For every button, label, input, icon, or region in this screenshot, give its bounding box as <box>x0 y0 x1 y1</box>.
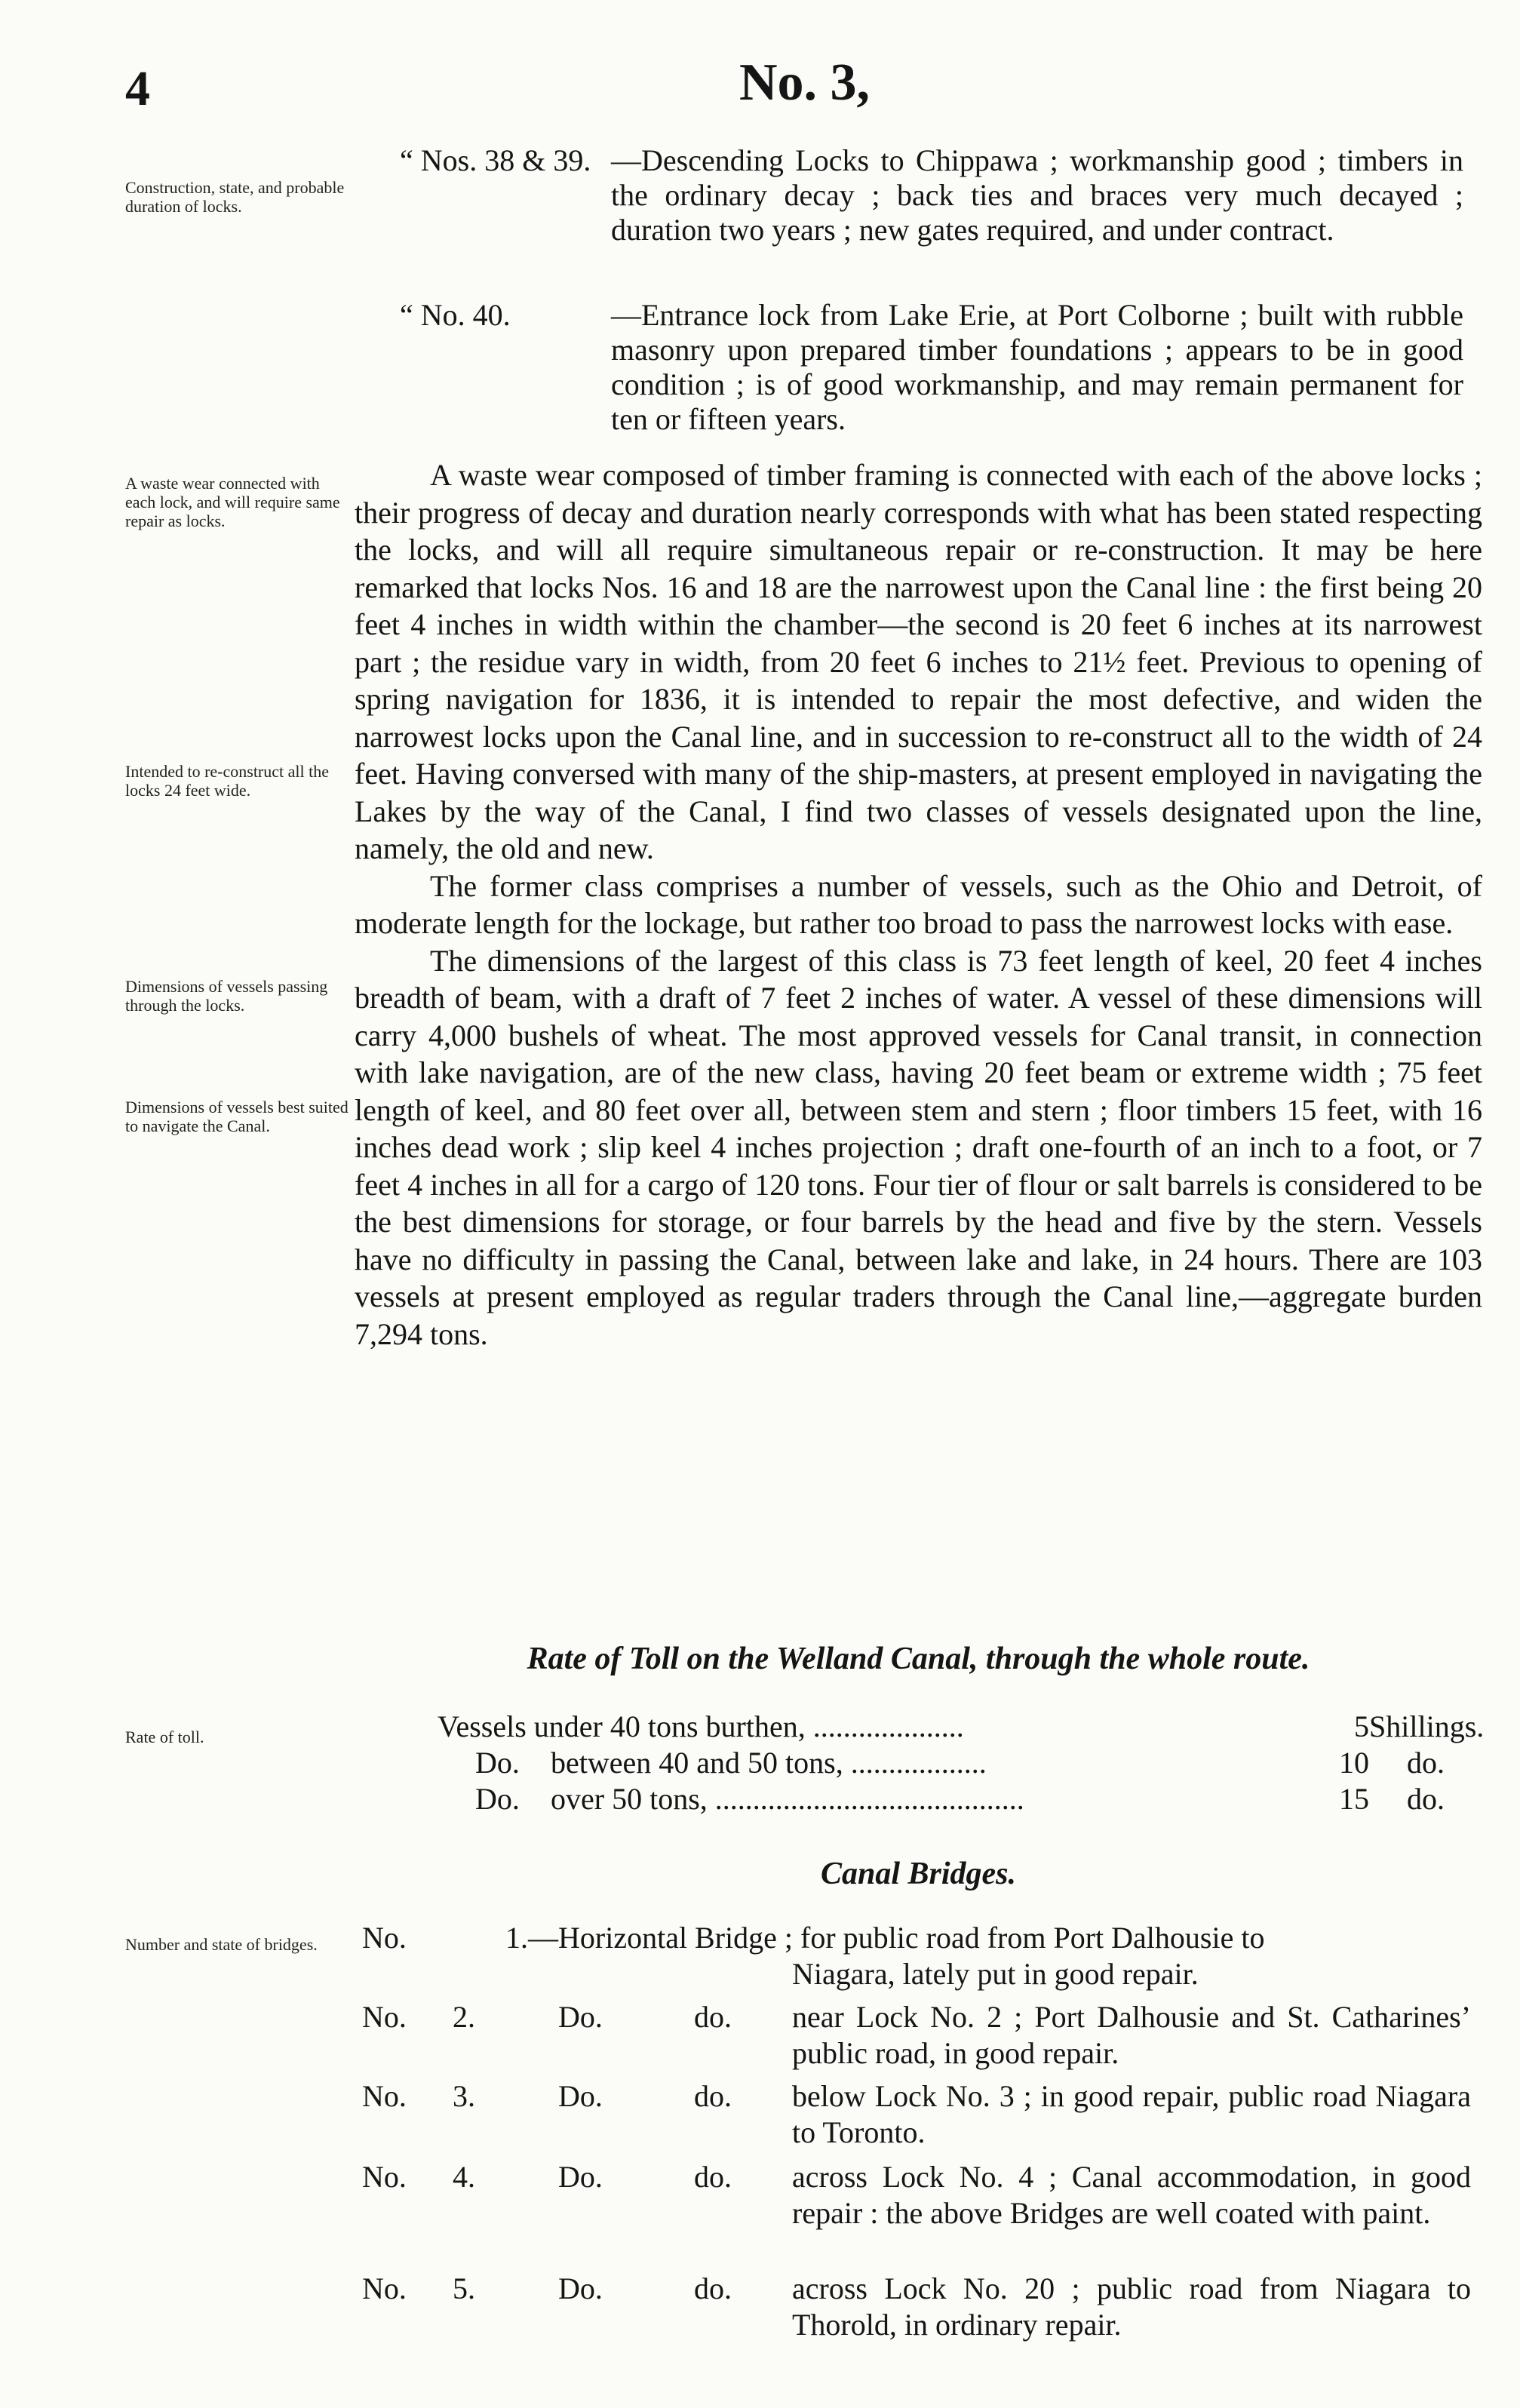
margin-note-locks: Construction, state, and probable duration of locks. <box>125 178 345 216</box>
bridge-row-1 <box>355 1920 1482 1995</box>
margin-note-bridges: Number and state of bridges. <box>125 1935 318 1954</box>
toll-amount: 15 <box>1339 1782 1369 1816</box>
margin-note-dimensions-best: Dimensions of vessels best suited to navigate the Canal. <box>125 1098 349 1135</box>
bridge-ditto: Do. <box>558 2000 603 2034</box>
toll-range: over 50 tons, ......................................... <box>551 1782 1024 1816</box>
toll-leader: .................... <box>812 1709 964 1743</box>
bridge-text: 1.—Horizontal Bridge ; for public road from Port Dalhousie to <box>505 1921 1265 1955</box>
toll-row <box>355 1745 1482 1781</box>
page-header <box>0 0 1520 151</box>
bridge-ditto: do. <box>694 2000 732 2034</box>
margin-note-waste-wear: A waste wear connected with each lock, and will require same repair as locks. <box>125 474 340 530</box>
lock-entry-lead: “ No. 40. <box>400 298 511 332</box>
toll-unit: Shillings. <box>1369 1709 1485 1743</box>
toll-row <box>355 1781 1482 1817</box>
bridge-no-label: No. <box>362 2271 407 2305</box>
bridge-no-label: No. <box>362 1921 407 1955</box>
bridge-number: 3. <box>453 2079 475 2113</box>
bridge-number: 2. <box>453 2000 475 2034</box>
document-number: No. 3, <box>739 54 871 112</box>
margin-note-reconstruct: Intended to re-construct all the locks 24 feet wide. <box>125 762 330 800</box>
bridge-no-label: No. <box>362 2160 407 2194</box>
toll-unit: do. <box>1407 1782 1445 1816</box>
lock-entry-40 <box>355 298 1482 449</box>
toll-class: Do. <box>475 1746 520 1780</box>
lock-entry-38-39 <box>355 143 1482 294</box>
toll-row <box>355 1709 1485 1745</box>
bridge-text-continued: Niagara, lately put in good repair. <box>792 1957 1199 1991</box>
bridge-text: across Lock No. 20 ; public road from Niagara to Thorold, in ordinary repair. <box>792 2271 1471 2342</box>
toll-amount: 5 <box>1354 1709 1369 1743</box>
paragraph-waste-wear: A waste wear composed of timber framing is connected with each of the above locks ; their progress of decay and duration nearly corresponds with what has been stated respecting the locks, and will all require simultaneous repair or re-construction. It may be here remarked that locks Nos. 16 and 18 are the narrowest upon the Canal line : the first being 20 feet 4 inches in width within the chamber—the second is 20 feet 6 inches at its narrowest part ; the residue vary in width, from 20 feet 6 inches to 21½ feet. Previous to opening of spring navigation for 1836, it is intended to repair the most defective, and widen the narrowest locks upon the Canal line, and in succession to re-construct all to the width of 24 feet. Having conversed with many of the ship-masters, at present employed in navigating the Lakes by the way of the Canal, I find two classes of vessels designated upon the line, namely, the old and new. <box>355 458 1482 865</box>
bridge-number: 4. <box>453 2160 475 2194</box>
bridge-ditto: Do. <box>558 2271 603 2305</box>
toll-title: Rate of Toll on the Welland Canal, through the whole route. <box>527 1642 1310 1676</box>
lock-entry-lead: “ Nos. 38 & 39. <box>400 143 591 177</box>
bridge-number: 5. <box>453 2271 475 2305</box>
lock-entry-text: —Entrance lock from Lake Erie, at Port Colborne ; built with rubble masonry upon prepared timber foundations ; appears to be in good condition ; is of good workmanship, and may remain permanent for ten or fifteen years. <box>611 298 1463 436</box>
bridge-ditto: do. <box>694 2160 732 2194</box>
toll-range: between 40 and 50 tons, .................. <box>551 1746 987 1780</box>
toll-class: Do. <box>475 1782 520 1816</box>
margin-note-dimensions-passing: Dimensions of vessels passing through the locks. <box>125 977 328 1015</box>
page-number: 4 <box>125 61 150 116</box>
paragraph-former-class: The former class comprises a number of vessels, such as the Ohio and Detroit, of moderate length for the lockage, but rather too broad to pass the narrowest locks with ease. <box>355 868 1482 940</box>
bridge-row-5 <box>355 2271 1482 2346</box>
bridge-no-label: No. <box>362 2000 407 2034</box>
bridge-no-label: No. <box>362 2079 407 2113</box>
bridge-ditto: do. <box>694 2079 732 2113</box>
bridge-row-3 <box>355 2078 1482 2154</box>
bridge-ditto: Do. <box>558 2079 603 2113</box>
bridge-text: across Lock No. 4 ; Canal accommodation, in good repair : the above Bridges are well coated with paint. <box>792 2160 1471 2230</box>
bridge-ditto: do. <box>694 2271 732 2305</box>
bridges-title: Canal Bridges. <box>820 1857 1017 1891</box>
toll-table <box>355 1709 1485 1817</box>
bridge-text: below Lock No. 3 ; in good repair, public road Niagara to Toronto. <box>792 2079 1471 2149</box>
bridge-text: near Lock No. 2 ; Port Dalhousie and St. Catharines’ public road, in good repair. <box>792 2000 1471 2070</box>
margin-note-rate-of-toll: Rate of toll. <box>125 1728 204 1746</box>
toll-unit: do. <box>1407 1746 1445 1780</box>
toll-class: Vessels under 40 tons burthen, <box>438 1709 806 1743</box>
bridge-row-2 <box>355 1999 1482 2075</box>
toll-amount: 10 <box>1339 1746 1369 1780</box>
paragraph-dimensions: The dimensions of the largest of this class is 73 feet length of keel, 20 feet 4 inches breadth of beam, with a draft of 7 feet 2 inches of water. A vessel of these dimensions will carry 4,000 bushels of wheat. The most approved vessels for Canal transit, in connection with lake navigation, are of the new class, having 20 feet beam or extreme width ; 75 feet length of keel, and 80 feet over all, between stem and stern ; floor timbers 15 feet, with 16 inches dead work ; slip keel 4 inches projection ; draft one-fourth of an inch to a foot, or 7 feet 4 inches in all for a cargo of 120 tons. Four tier of flour or salt barrels is considered to be the best dimensions for storage, or four barrels by the head and five by the stern. Vessels have no difficulty in passing the Canal, between lake and lake, in 24 hours. There are 103 vessels at present employed as regular traders through the Canal line,—aggregate burden 7,294 tons. <box>355 943 1482 1351</box>
bridge-row-4 <box>355 2159 1482 2272</box>
bridge-ditto: Do. <box>558 2160 603 2194</box>
lock-entry-text: —Descending Locks to Chippawa ; workmanship good ; timbers in the ordinary decay ; back ties and braces very much decayed ; duration two years ; new gates required, and under contract. <box>611 143 1463 247</box>
body-text <box>355 456 1482 1353</box>
